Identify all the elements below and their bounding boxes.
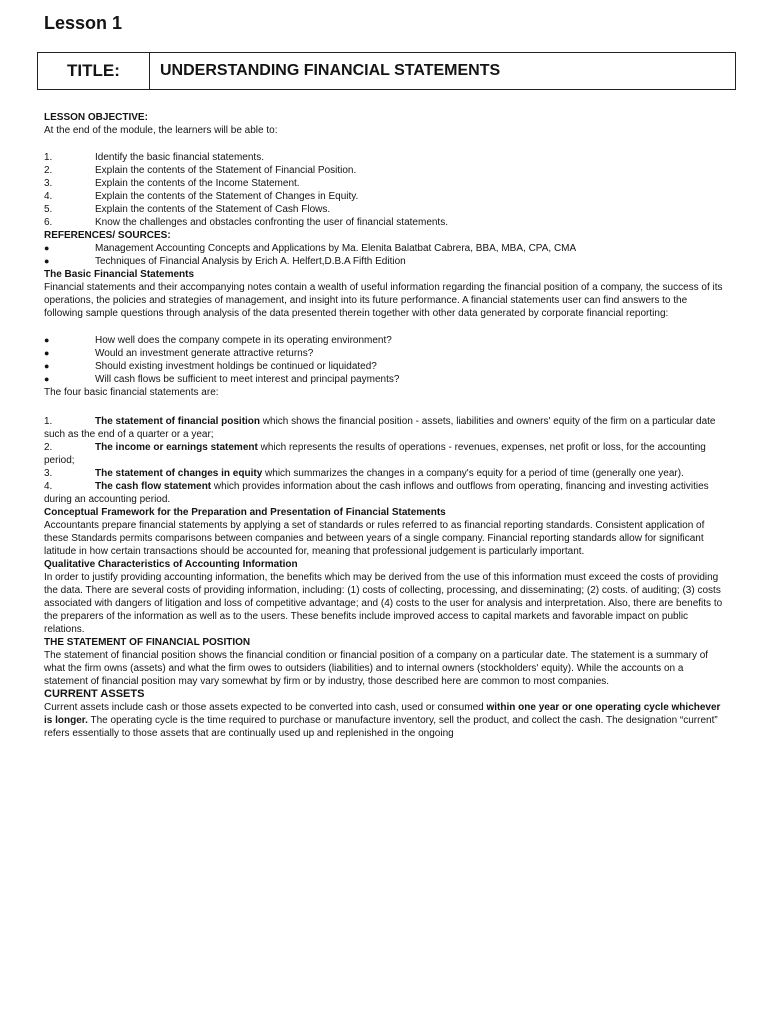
objective-heading: LESSON OBJECTIVE: bbox=[44, 112, 148, 123]
objective-item-text: Identify the basic financial statements. bbox=[95, 152, 264, 163]
question-text: Would an investment generate attractive returns? bbox=[95, 348, 314, 359]
section-heading-basic: The Basic Financial Statements bbox=[44, 269, 195, 280]
current-assets-text-2: The operating cycle is the time required to purchase or manufacture inventory, sell the product, and collect the cash. The designation “current” refers essentially to those assets that are continually used up and replenished in the ongoing bbox=[44, 715, 718, 739]
title-box bbox=[37, 52, 736, 90]
lesson-title: UNDERSTANDING FINANCIAL STATEMENTS bbox=[160, 62, 501, 79]
bullet-icon: ● bbox=[44, 348, 50, 358]
statement-description: which represents the results of operations - revenues, expenses, net profit or loss, for the accounting period; bbox=[44, 442, 706, 466]
question-text: How well does the company compete in its operating environment? bbox=[95, 335, 392, 346]
objective-item bbox=[44, 151, 724, 164]
references-list bbox=[44, 242, 724, 268]
objective-item-number: 4. bbox=[44, 191, 53, 202]
statement-name: The income or earnings statement bbox=[95, 442, 258, 453]
objective-item-number: 6. bbox=[44, 217, 53, 228]
statement-item: 4. The cash flow statement which provides information about the cash inflows and outflows from operating, financing and investing activities during an accounting period. bbox=[44, 481, 709, 505]
sofp-paragraph: The statement of financial position shows the financial condition or financial position of a company on a particular date. The statement is a summary of what the firm owns (assets) and what the firm owes to outsiders (liabilities) and to internal owners (stockholders' equity). While the accounts on a statement of financial position may vary somewhat by firm or by industry, those described here are common to most companies. bbox=[44, 650, 709, 687]
statement-description: which shows the financial position - assets, liabilities and owners' equity of the firm on a particular date such as the end of a quarter or a year; bbox=[44, 416, 716, 440]
statement-description: which provides information about the cash inflows and outflows from operating, financing and investing activities during an accounting period. bbox=[44, 481, 709, 505]
objective-item bbox=[44, 203, 724, 216]
bullet-icon: ● bbox=[44, 243, 50, 253]
document-body bbox=[44, 111, 724, 740]
objective-item-text: Explain the contents of the Income Statement. bbox=[95, 178, 300, 189]
reference-item bbox=[44, 242, 724, 255]
question-item bbox=[44, 334, 724, 347]
objective-item bbox=[44, 216, 724, 229]
objective-item-number: 2. bbox=[44, 165, 53, 176]
reference-text: Techniques of Financial Analysis by Erich A. Helfert,D.B.A Fifth Edition bbox=[95, 256, 406, 267]
objective-item bbox=[44, 177, 724, 190]
statement-name: The cash flow statement bbox=[95, 481, 212, 492]
bullet-icon: ● bbox=[44, 335, 50, 345]
objective-list bbox=[44, 151, 724, 229]
objective-item-text: Explain the contents of the Statement of Financial Position. bbox=[95, 165, 357, 176]
title-label: TITLE: bbox=[38, 53, 150, 89]
statement-name: The statement of changes in equity bbox=[95, 468, 263, 479]
current-assets-text-1: Current assets include cash or those assets expected to be converted into cash, used or consumed bbox=[44, 702, 487, 713]
objective-item-number: 1. bbox=[44, 152, 53, 163]
framework-paragraph: Accountants prepare financial statements by applying a set of standards or rules referred to as financial reporting standards. Consistent application of these Standards permits comparisons between companies and between years of a single company. Financial reporting standards allow for significant latitude in how certain transactions should be accounted for, meaning that professional judgement is particularly important. bbox=[44, 520, 705, 557]
reference-item bbox=[44, 255, 724, 268]
statement-name: The statement of financial position bbox=[95, 416, 261, 427]
statement-description: which summarizes the changes in a company's equity for a period of time (generally one year). bbox=[262, 468, 684, 479]
objective-item-text: Explain the contents of the Statement of Cash Flows. bbox=[95, 204, 331, 215]
question-item bbox=[44, 360, 724, 373]
basic-paragraph: Financial statements and their accompanying notes contain a wealth of useful information regarding the financial position of a company, the success of its operations, the policies and strategies of management, and insight into its future performance. A financial statements user can find answers to the following sample questions through analysis of the data presented therein together with other data generated by corporate financial reporting: bbox=[44, 282, 723, 319]
bullet-icon: ● bbox=[44, 256, 50, 266]
bullet-icon: ● bbox=[44, 361, 50, 371]
objective-item-text: Explain the contents of the Statement of Changes in Equity. bbox=[95, 191, 359, 202]
statements-list bbox=[44, 415, 724, 506]
references-heading: REFERENCES/ SOURCES: bbox=[44, 230, 171, 241]
objective-item-number: 3. bbox=[44, 178, 53, 189]
statement-item: 1. The statement of financial position which shows the financial position - assets, liabilities and owners' equity of the firm on a particular date such as the end of a quarter or a year; bbox=[44, 416, 716, 440]
objective-item bbox=[44, 164, 724, 177]
current-assets-paragraph bbox=[44, 701, 724, 740]
objective-item bbox=[44, 190, 724, 203]
questions-list bbox=[44, 334, 724, 386]
section-heading-qualitative: Qualitative Characteristics of Accounting Information bbox=[44, 559, 298, 570]
statement-item: 2. The income or earnings statement which represents the results of operations - revenues, expenses, net profit or loss, for the accounting period; bbox=[44, 442, 706, 466]
current-assets-heading: CURRENT ASSETS bbox=[44, 688, 145, 700]
bullet-icon: ● bbox=[44, 374, 50, 384]
lesson-number: Lesson 1 bbox=[44, 13, 123, 33]
current-assets-emphasis: within one year or one operating cycle whichever is longer. bbox=[44, 702, 721, 726]
objective-item-text: Know the challenges and obstacles confronting the user of financial statements. bbox=[95, 217, 448, 228]
section-heading-framework: Conceptual Framework for the Preparation and Presentation of Financial Statements bbox=[44, 507, 446, 518]
reference-text: Management Accounting Concepts and Applications by Ma. Elenita Balatbat Cabrera, BBA, MBA, CPA, CMA bbox=[95, 243, 577, 254]
question-text: Should existing investment holdings be continued or liquidated? bbox=[95, 361, 377, 372]
objective-item-number: 5. bbox=[44, 204, 53, 215]
objective-intro: At the end of the module, the learners will be able to: bbox=[44, 125, 278, 136]
four-statements-intro: The four basic financial statements are: bbox=[44, 387, 219, 398]
question-item bbox=[44, 347, 724, 360]
qualitative-paragraph: In order to justify providing accounting information, the benefits which may be derived from the use of this information must exceed the costs of providing the data. There are several costs of providing information, including: (1) costs of collecting, processing, and disseminating; (2) costs. of auditing; (3) costs associated with dangers of litigation and loss of competitive advantage; and (4) costs to the user for analysis and interpretation. Also, there are benefits to the preparers of the information as well as to the users. These benefits include improved access to capital markets and favorable impact on public relations. bbox=[44, 572, 723, 635]
section-heading-sofp: THE STATEMENT OF FINANCIAL POSITION bbox=[44, 637, 251, 648]
statement-item: 3. The statement of changes in equity which summarizes the changes in a company's equity for a period of time (generally one year). bbox=[44, 468, 684, 479]
question-text: Will cash flows be sufficient to meet interest and principal payments? bbox=[95, 374, 400, 385]
question-item bbox=[44, 373, 724, 386]
